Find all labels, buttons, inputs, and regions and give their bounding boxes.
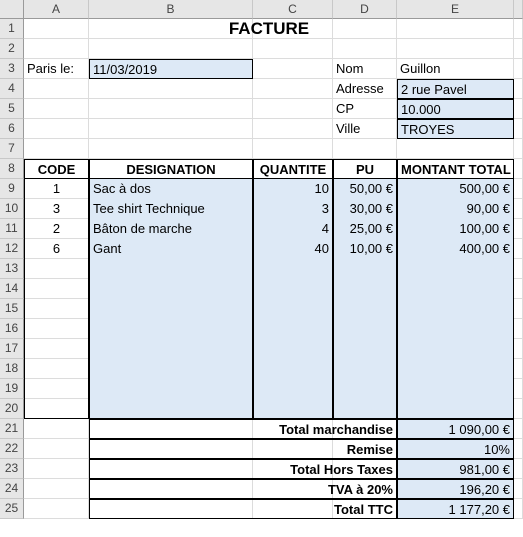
- grid-cell[interactable]: [514, 259, 523, 279]
- row-header-20[interactable]: 20: [0, 399, 24, 419]
- table-cell-pu[interactable]: 30,00 €: [333, 199, 397, 219]
- total-value[interactable]: 10%: [397, 439, 514, 459]
- grid-cell[interactable]: [514, 319, 523, 339]
- row-header-12[interactable]: 12: [0, 239, 24, 259]
- row-header-14[interactable]: 14: [0, 279, 24, 299]
- grid-cell[interactable]: [253, 139, 333, 159]
- table-cell-montant[interactable]: [397, 399, 514, 419]
- table-cell-designation[interactable]: [89, 279, 253, 299]
- grid-cell[interactable]: [514, 499, 523, 519]
- table-cell-quantite[interactable]: [253, 299, 333, 319]
- table-cell-montant[interactable]: 100,00 €: [397, 219, 514, 239]
- column-header-c[interactable]: C: [253, 0, 333, 19]
- table-cell-code[interactable]: 1: [24, 179, 89, 199]
- row-header-13[interactable]: 13: [0, 259, 24, 279]
- grid-cell[interactable]: [514, 59, 523, 79]
- total-label[interactable]: Total TTC: [89, 499, 397, 519]
- table-header-quantite[interactable]: QUANTITE: [253, 159, 333, 179]
- table-cell-designation[interactable]: [89, 299, 253, 319]
- grid-cell[interactable]: [253, 59, 333, 79]
- grid-cell[interactable]: [397, 139, 514, 159]
- client-postcode-input[interactable]: 10.000: [397, 99, 514, 119]
- grid-cell[interactable]: [333, 39, 397, 59]
- table-cell-pu[interactable]: [333, 399, 397, 419]
- date-input[interactable]: 11/03/2019: [89, 59, 253, 79]
- row-header-15[interactable]: 15: [0, 299, 24, 319]
- table-cell-montant[interactable]: [397, 299, 514, 319]
- grid-cell[interactable]: [253, 119, 333, 139]
- grid-cell[interactable]: [514, 419, 523, 439]
- grid-cell[interactable]: [24, 139, 89, 159]
- table-cell-designation[interactable]: [89, 259, 253, 279]
- table-cell-designation[interactable]: [89, 339, 253, 359]
- grid-cell[interactable]: [514, 339, 523, 359]
- table-cell-montant[interactable]: 500,00 €: [397, 179, 514, 199]
- table-cell-code[interactable]: 6: [24, 239, 89, 259]
- grid-cell[interactable]: [514, 39, 523, 59]
- table-cell-code[interactable]: [24, 359, 89, 379]
- total-value[interactable]: 1 090,00 €: [397, 419, 514, 439]
- table-cell-code[interactable]: [24, 279, 89, 299]
- client-city-input[interactable]: TROYES: [397, 119, 514, 139]
- row-header-24[interactable]: 24: [0, 479, 24, 499]
- grid-cell[interactable]: [397, 39, 514, 59]
- client-city-label[interactable]: Ville: [336, 121, 361, 136]
- client-name-label[interactable]: Nom: [336, 61, 364, 76]
- column-header-a[interactable]: A: [24, 0, 89, 19]
- grid-cell[interactable]: [514, 139, 523, 159]
- row-header-9[interactable]: 9: [0, 179, 24, 199]
- table-cell-designation[interactable]: [89, 319, 253, 339]
- table-cell-pu[interactable]: 10,00 €: [333, 239, 397, 259]
- table-cell-montant[interactable]: [397, 259, 514, 279]
- row-header-4[interactable]: 4: [0, 79, 24, 99]
- row-header-11[interactable]: 11: [0, 219, 24, 239]
- client-name-input[interactable]: Guillon: [400, 61, 441, 76]
- table-cell-pu[interactable]: [333, 339, 397, 359]
- table-cell-code[interactable]: 2: [24, 219, 89, 239]
- grid-cell[interactable]: [514, 359, 523, 379]
- row-header-8[interactable]: 8: [0, 159, 24, 179]
- row-header-1[interactable]: 1: [0, 19, 24, 39]
- table-header-montant[interactable]: MONTANT TOTAL: [397, 159, 514, 179]
- total-label[interactable]: Total marchandise: [89, 419, 397, 439]
- grid-cell[interactable]: [514, 439, 523, 459]
- row-header-6[interactable]: 6: [0, 119, 24, 139]
- table-cell-montant[interactable]: 400,00 €: [397, 239, 514, 259]
- table-cell-code[interactable]: [24, 339, 89, 359]
- row-header-10[interactable]: 10: [0, 199, 24, 219]
- grid-cell[interactable]: [514, 19, 523, 39]
- table-cell-designation[interactable]: Tee shirt Technique: [89, 199, 253, 219]
- date-label[interactable]: Paris le:: [27, 61, 74, 76]
- table-cell-pu[interactable]: 50,00 €: [333, 179, 397, 199]
- grid-cell[interactable]: [24, 99, 89, 119]
- row-header-21[interactable]: 21: [0, 419, 24, 439]
- table-cell-designation[interactable]: [89, 359, 253, 379]
- table-header-designation[interactable]: DESIGNATION: [89, 159, 253, 179]
- grid-cell[interactable]: [24, 39, 89, 59]
- table-cell-quantite[interactable]: [253, 399, 333, 419]
- table-cell-montant[interactable]: [397, 279, 514, 299]
- grid-cell[interactable]: [514, 199, 523, 219]
- total-value[interactable]: 196,20 €: [397, 479, 514, 499]
- grid-cell[interactable]: [24, 419, 89, 439]
- row-header-22[interactable]: 22: [0, 439, 24, 459]
- row-header-3[interactable]: 3: [0, 59, 24, 79]
- table-cell-quantite[interactable]: 40: [253, 239, 333, 259]
- grid-cell[interactable]: [253, 39, 333, 59]
- table-cell-pu[interactable]: [333, 299, 397, 319]
- client-address-input[interactable]: 2 rue Pavel: [397, 79, 514, 99]
- grid-cell[interactable]: [514, 179, 523, 199]
- row-header-18[interactable]: 18: [0, 359, 24, 379]
- table-cell-quantite[interactable]: [253, 319, 333, 339]
- grid-cell[interactable]: [514, 119, 523, 139]
- row-header-2[interactable]: 2: [0, 39, 24, 59]
- table-cell-montant[interactable]: 90,00 €: [397, 199, 514, 219]
- grid-cell[interactable]: [24, 499, 89, 519]
- table-cell-quantite[interactable]: 4: [253, 219, 333, 239]
- table-cell-pu[interactable]: [333, 359, 397, 379]
- table-cell-montant[interactable]: [397, 359, 514, 379]
- table-cell-code[interactable]: [24, 259, 89, 279]
- table-cell-designation[interactable]: [89, 399, 253, 419]
- table-cell-pu[interactable]: [333, 259, 397, 279]
- grid-cell[interactable]: [89, 139, 253, 159]
- grid-cell[interactable]: [89, 79, 253, 99]
- grid-cell[interactable]: [89, 119, 253, 139]
- grid-cell[interactable]: [24, 459, 89, 479]
- grid-cell[interactable]: [24, 79, 89, 99]
- client-address-label[interactable]: Adresse: [336, 81, 384, 96]
- total-value[interactable]: 1 177,20 €: [397, 499, 514, 519]
- table-cell-pu[interactable]: [333, 279, 397, 299]
- table-cell-code[interactable]: [24, 319, 89, 339]
- table-cell-pu[interactable]: 25,00 €: [333, 219, 397, 239]
- table-header-code[interactable]: CODE: [24, 159, 89, 179]
- column-header-d[interactable]: D: [333, 0, 397, 19]
- table-cell-montant[interactable]: [397, 379, 514, 399]
- table-cell-quantite[interactable]: [253, 339, 333, 359]
- grid-cell[interactable]: [89, 39, 253, 59]
- table-cell-code[interactable]: [24, 399, 89, 419]
- table-cell-quantite[interactable]: [253, 379, 333, 399]
- table-cell-code[interactable]: [24, 379, 89, 399]
- table-cell-designation[interactable]: Bâton de marche: [89, 219, 253, 239]
- table-cell-pu[interactable]: [333, 379, 397, 399]
- table-cell-montant[interactable]: [397, 339, 514, 359]
- table-cell-code[interactable]: 3: [24, 199, 89, 219]
- grid-cell[interactable]: [514, 299, 523, 319]
- grid-cell[interactable]: [514, 459, 523, 479]
- table-cell-quantite[interactable]: [253, 259, 333, 279]
- table-cell-code[interactable]: [24, 299, 89, 319]
- grid-cell[interactable]: [24, 119, 89, 139]
- table-cell-designation[interactable]: Sac à dos: [89, 179, 253, 199]
- total-value[interactable]: 981,00 €: [397, 459, 514, 479]
- column-header-e[interactable]: E: [397, 0, 514, 19]
- column-header-b[interactable]: B: [89, 0, 253, 19]
- grid-cell[interactable]: [514, 239, 523, 259]
- table-cell-montant[interactable]: [397, 319, 514, 339]
- grid-cell[interactable]: [514, 279, 523, 299]
- grid-cell[interactable]: [514, 99, 523, 119]
- total-label[interactable]: Total Hors Taxes: [89, 459, 397, 479]
- grid-cell[interactable]: [253, 79, 333, 99]
- grid-cell[interactable]: [24, 479, 89, 499]
- select-all-corner[interactable]: [0, 0, 24, 19]
- invoice-title[interactable]: FACTURE: [228, 19, 310, 38]
- column-header-f[interactable]: [514, 0, 523, 19]
- grid-cell[interactable]: [514, 479, 523, 499]
- table-cell-designation[interactable]: Gant: [89, 239, 253, 259]
- client-postcode-label[interactable]: CP: [336, 101, 355, 116]
- row-header-17[interactable]: 17: [0, 339, 24, 359]
- table-header-pu[interactable]: PU: [333, 159, 397, 179]
- table-cell-quantite[interactable]: [253, 359, 333, 379]
- grid-cell[interactable]: [89, 99, 253, 119]
- grid-cell[interactable]: [514, 79, 523, 99]
- grid-cell[interactable]: [333, 139, 397, 159]
- table-cell-designation[interactable]: [89, 379, 253, 399]
- grid-cell[interactable]: [514, 219, 523, 239]
- total-label[interactable]: TVA à 20%: [89, 479, 397, 499]
- table-cell-quantite[interactable]: 10: [253, 179, 333, 199]
- row-header-16[interactable]: 16: [0, 319, 24, 339]
- row-header-5[interactable]: 5: [0, 99, 24, 119]
- grid-cell[interactable]: [24, 439, 89, 459]
- grid-cell[interactable]: [514, 399, 523, 419]
- table-cell-pu[interactable]: [333, 319, 397, 339]
- row-header-25[interactable]: 25: [0, 499, 24, 519]
- grid-cell[interactable]: [253, 99, 333, 119]
- total-label[interactable]: Remise: [89, 439, 397, 459]
- grid-cell[interactable]: [514, 159, 523, 179]
- row-header-7[interactable]: 7: [0, 139, 24, 159]
- table-cell-quantite[interactable]: 3: [253, 199, 333, 219]
- row-header-19[interactable]: 19: [0, 379, 24, 399]
- grid-cell[interactable]: [514, 379, 523, 399]
- table-cell-quantite[interactable]: [253, 279, 333, 299]
- row-header-23[interactable]: 23: [0, 459, 24, 479]
